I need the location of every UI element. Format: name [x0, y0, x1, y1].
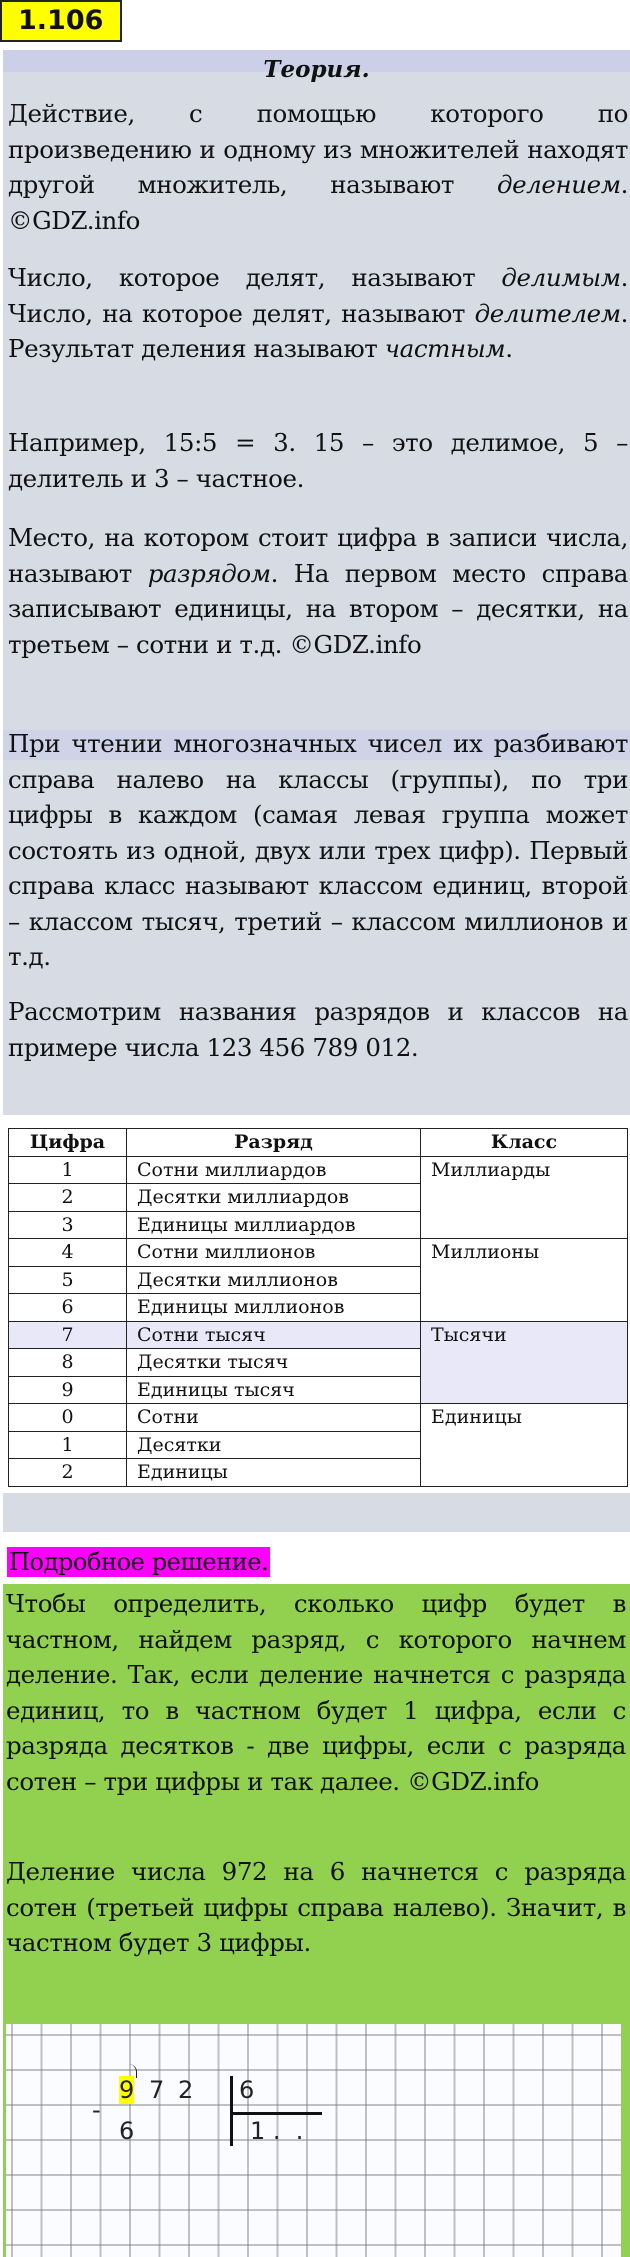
cell-rank: Десятки тысяч: [127, 1349, 421, 1377]
minus-sign: -: [92, 2096, 101, 2124]
divisor: 6: [239, 2076, 255, 2104]
table-row: [9, 1156, 628, 1184]
text: . На первом место справа записывают единицы, на втором – десятки, на третьем – сотни и т.д. ©GDZ.info: [8, 558, 628, 659]
cell-rank: Единицы: [127, 1459, 421, 1487]
solution-paragraph-2: Деление числа 972 на 6 начнется с разряда сотен (третьей цифры справа налево). Значит, в частном будет 3 цифры.: [6, 1857, 626, 1957]
cell-class: Миллиарды: [421, 1156, 628, 1239]
theory-paragraph-3: Например, 15:5 = 3. 15 – это делимое, 5 – делитель и 3 – частное.: [8, 428, 628, 493]
subtrahend: 6: [119, 2117, 135, 2145]
cell-digit: 3: [9, 1211, 127, 1239]
text: . ©GDZ.info: [8, 170, 628, 235]
cell-digit: 2: [9, 1459, 127, 1487]
division-bracket-vertical: [230, 2076, 233, 2146]
cell-rank: Десятки миллиардов: [127, 1184, 421, 1212]
table-row: [9, 1239, 628, 1267]
cell-class: Единицы: [421, 1404, 628, 1487]
dividend-digit: 7: [149, 2076, 165, 2104]
dividend-digit: 2: [178, 2076, 194, 2104]
text: . Число, на которое делят, называют: [8, 263, 628, 328]
cell-rank: Сотни тысяч: [127, 1321, 421, 1349]
term-dividend: делимым: [501, 263, 621, 292]
division-bracket-horizontal: [232, 2112, 322, 2115]
table-row: [9, 1321, 628, 1349]
cell-digit: 1: [9, 1156, 127, 1184]
theory-paragraph-2: [8, 260, 628, 367]
cell-rank: Десятки миллионов: [127, 1266, 421, 1294]
header-rank: Разряд: [127, 1129, 421, 1157]
term-quotient: частным: [384, 334, 506, 363]
cell-rank: Единицы миллионов: [127, 1294, 421, 1322]
solution-paragraph-1: Чтобы определить, сколько цифр будет в частном, найдем разряд, с которого начнем деление. Так, если деление начнется с разряда единиц, то в частном будет 1 цифра, если с разряда десятков - две цифры, если с разряда сотен – три цифры и так далее. ©GDZ.info: [6, 1589, 626, 1796]
term-rank: разрядом: [147, 558, 271, 588]
quotient: 1 . .: [250, 2117, 304, 2145]
theory-paragraph-6: Рассмотрим названия разрядов и классов на примере числа 123 456 789 012.: [8, 997, 628, 1062]
rank-class-table: [8, 1128, 628, 1487]
table-row: [9, 1404, 628, 1432]
solution-label: Подробное решение.: [9, 1548, 269, 1576]
cell-rank: Десятки: [127, 1431, 421, 1459]
cell-digit: 1: [9, 1431, 127, 1459]
cell-digit: 2: [9, 1184, 127, 1212]
task-number-badge: 1.106: [0, 0, 122, 42]
cell-digit: 9: [9, 1376, 127, 1404]
cell-class: Тысячи: [421, 1321, 628, 1404]
cell-rank: Сотни миллиардов: [127, 1156, 421, 1184]
cell-digit: 8: [9, 1349, 127, 1377]
term-division: делением: [496, 170, 621, 199]
text: .: [505, 334, 513, 363]
cell-rank: Сотни: [127, 1404, 421, 1432]
cell-digit: 6: [9, 1294, 127, 1322]
cell-digit: 7: [9, 1321, 127, 1349]
term-divisor: делителем: [474, 298, 621, 328]
text: Место, на котором стоит цифра в записи числа, называют: [8, 523, 628, 588]
theory-paragraph-4: [8, 520, 628, 662]
text: . Результат деления называют: [8, 298, 628, 363]
theory-section: [3, 50, 630, 1532]
theory-paragraph-5: При чтении многозначных чисел их разбивают справа налево на классы (группы), по три цифры в каждом (самая левая группа может состоять из одной, двух или трех цифр). Первый справа класс называют классом единиц, второй – классом тысяч, третий – классом миллионов и т.д.: [8, 729, 628, 971]
header-digit: Цифра: [9, 1129, 127, 1157]
cell-digit: 4: [9, 1239, 127, 1267]
text: Число, которое делят, называют: [8, 263, 502, 292]
cell-rank: Единицы миллиардов: [127, 1211, 421, 1239]
long-division-worksheet: [6, 2024, 621, 2257]
text: Действие, с помощью которого по произведению и одному из множителей находят другой множитель, называют: [8, 99, 628, 199]
theory-paragraph-1: [8, 96, 628, 238]
dividend-digit-highlighted: 9: [119, 2076, 135, 2104]
rank-table-container: [3, 1115, 630, 1493]
cell-digit: 0: [9, 1404, 127, 1432]
cell-class: Миллионы: [421, 1239, 628, 1322]
header-class: Класс: [421, 1129, 628, 1157]
table-header-row: [9, 1129, 628, 1157]
cell-rank: Единицы тысяч: [127, 1376, 421, 1404]
theory-title: Теория.: [263, 56, 370, 83]
cell-digit: 5: [9, 1266, 127, 1294]
cell-rank: Сотни миллионов: [127, 1239, 421, 1267]
